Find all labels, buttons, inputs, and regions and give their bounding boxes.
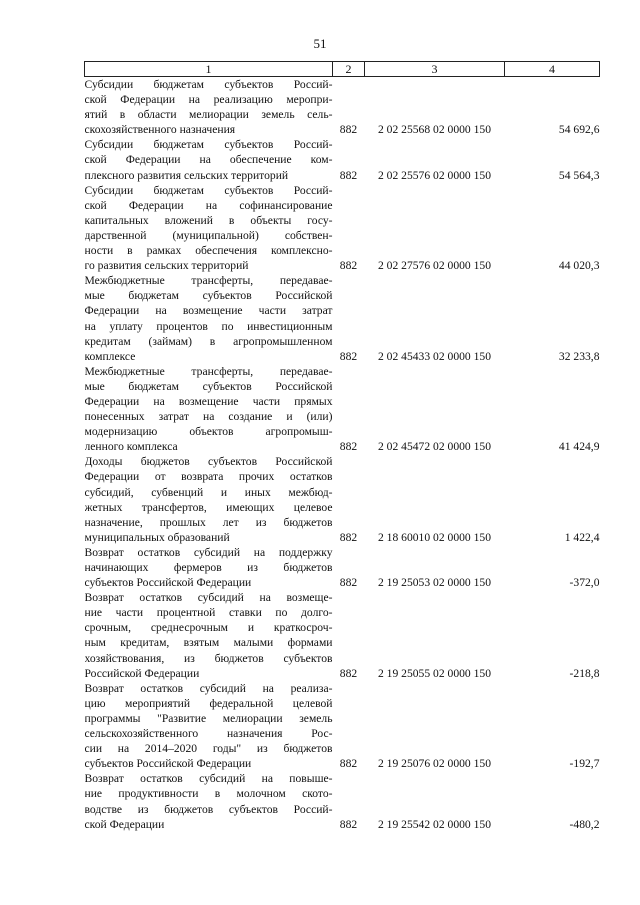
- row-budget-classification-code: 2 02 25568 02 0000 150: [377, 123, 492, 137]
- description-line: понесенных затрат на создание и (или): [84, 410, 333, 424]
- description-line: Федерации от возврата прочих остатков: [84, 470, 333, 484]
- description-line: Субсидии бюджетам субъектов Россий-: [84, 138, 333, 152]
- row-admin-code: 882: [339, 576, 358, 590]
- header-row: [85, 62, 600, 77]
- row-admin-code: 882: [339, 530, 358, 544]
- row-admin-code: 882: [339, 123, 358, 137]
- row-budget-classification-code: 2 19 25076 02 0000 150: [377, 757, 492, 771]
- description-line: Возврат остатков субсидий на возмеще-: [84, 591, 333, 605]
- description-line: комплексе: [84, 349, 136, 363]
- row-budget-classification-code: 2 18 60010 02 0000 150: [377, 530, 492, 544]
- row-description: [85, 77, 333, 138]
- description-line: водстве из бюджетов субъектов Россий-: [84, 802, 333, 816]
- description-line: дарственной (муниципальной) собствен-: [84, 228, 333, 242]
- description-line: Доходы бюджетов субъектов Российской: [84, 455, 333, 469]
- description-line: субсидий, субвенций и иных межбюд-: [84, 485, 333, 499]
- description-line: хозяйствования, из бюджетов субъектов: [84, 651, 333, 665]
- row-admin-code: 882: [339, 817, 358, 831]
- description-line: мые бюджетам субъектов Российской: [84, 289, 333, 303]
- description-line: го развития сельских территорий: [84, 259, 249, 273]
- description-line: срочным, среднесрочным и краткосроч-: [84, 621, 333, 635]
- row-amount: -192,7: [569, 757, 600, 771]
- description-line: муниципальных образований: [84, 530, 230, 544]
- description-line: ятий в области мелиорации земель сель-: [84, 108, 333, 122]
- row-amount: 41 424,9: [558, 440, 600, 454]
- description-line: ным кредитам, взятым малыми формами: [84, 636, 333, 650]
- description-line: модернизацию объектов агропромыш-: [84, 425, 333, 439]
- row-description: [85, 137, 333, 182]
- description-line: кредитам (займам) в агропромышленном: [84, 334, 333, 348]
- budget-table: [84, 61, 600, 832]
- description-line: Федерации на возмещение части затрат: [84, 304, 333, 318]
- description-line: цию мероприятий федеральной целевой: [84, 696, 333, 710]
- row-amount: -372,0: [569, 576, 600, 590]
- description-line: субъектов Российской Федерации: [84, 576, 252, 590]
- table-row: [85, 681, 600, 772]
- table-header: [85, 62, 600, 77]
- description-line: Федерации на возмещение части прямых: [84, 394, 333, 408]
- row-amount: -218,8: [569, 666, 600, 680]
- row-budget-classification-code: 2 19 25055 02 0000 150: [377, 666, 492, 680]
- row-description: [85, 771, 333, 831]
- header-col-2: 2: [333, 62, 365, 77]
- table-row: [85, 77, 600, 138]
- row-budget-classification-code: 2 02 25576 02 0000 150: [377, 168, 492, 182]
- description-line: Возврат остатков субсидий на повыше-: [84, 772, 333, 786]
- description-line: Российской Федерации: [84, 666, 200, 680]
- row-budget-classification-code: 2 19 25053 02 0000 150: [377, 576, 492, 590]
- row-admin-code: 882: [339, 666, 358, 680]
- description-line: сельскохозяйственного назначения Рос-: [84, 727, 333, 741]
- description-line: ской Федерации на реализацию меропри-: [84, 93, 333, 107]
- row-budget-classification-code: 2 19 25542 02 0000 150: [377, 817, 492, 831]
- description-line: Межбюджетные трансферты, передавае-: [84, 364, 333, 378]
- description-line: субъектов Российской Федерации: [84, 757, 252, 771]
- table-row: [85, 771, 600, 831]
- row-description: [85, 545, 333, 590]
- row-admin-code: 882: [339, 349, 358, 363]
- row-description: [85, 273, 333, 364]
- description-line: ской Федерации: [84, 817, 165, 831]
- description-line: программы "Развитие мелиорации земель: [84, 711, 333, 725]
- header-col-1: 1: [85, 62, 333, 77]
- description-line: скохозяйственного назначения: [84, 123, 236, 137]
- description-line: плексного развития сельских территорий: [84, 168, 289, 182]
- table-row: [85, 545, 600, 590]
- row-admin-code: 882: [339, 168, 358, 182]
- description-line: ние продуктивности в молочном ското-: [84, 787, 333, 801]
- row-budget-classification-code: 2 02 45433 02 0000 150: [377, 349, 492, 363]
- description-line: мые бюджетам субъектов Российской: [84, 379, 333, 393]
- description-line: Межбюджетные трансферты, передавае-: [84, 274, 333, 288]
- table-row: [85, 364, 600, 455]
- table-row: [85, 183, 600, 274]
- row-description: [85, 590, 333, 681]
- table-row: [85, 273, 600, 364]
- header-col-4: 4: [505, 62, 600, 77]
- row-amount: 54 692,6: [558, 123, 600, 137]
- page-number: 51: [313, 36, 327, 51]
- description-line: ской Федерации на софинансирование: [84, 198, 333, 212]
- table-row: [85, 137, 600, 182]
- description-line: Возврат остатков субсидий на реализа-: [84, 681, 333, 695]
- description-line: начинающих фермеров из бюджетов: [84, 561, 333, 574]
- row-description: [85, 681, 333, 772]
- description-line: ние части процентной ставки по долго-: [84, 606, 333, 620]
- description-line: ской Федерации на обеспечение ком-: [84, 153, 333, 167]
- row-description: [85, 183, 333, 274]
- description-line: на уплату процентов по инвестиционным: [84, 319, 333, 333]
- description-line: жетных трансфертов, имеющих целевое: [84, 500, 333, 514]
- row-budget-classification-code: 2 02 45472 02 0000 150: [377, 440, 492, 454]
- row-admin-code: 882: [339, 259, 358, 273]
- description-line: назначение, прошлых лет из бюджетов: [84, 515, 333, 529]
- row-admin-code: 882: [339, 440, 358, 454]
- table-row: [85, 590, 600, 681]
- table-body: [85, 77, 600, 832]
- row-amount: 1 422,4: [564, 530, 600, 544]
- row-amount: 32 233,8: [558, 349, 600, 363]
- table-row: [85, 454, 600, 545]
- description-line: ленного комплекса: [84, 440, 178, 454]
- description-line: Субсидии бюджетам субъектов Россий-: [84, 78, 333, 91]
- row-amount: -480,2: [569, 817, 600, 831]
- row-budget-classification-code: 2 02 27576 02 0000 150: [377, 259, 492, 273]
- description-line: Возврат остатков субсидий на поддержку: [84, 545, 333, 559]
- description-line: Субсидии бюджетам субъектов Россий-: [84, 183, 333, 197]
- row-description: [85, 364, 333, 455]
- description-line: ности в рамках обеспечения комплексно-: [84, 244, 333, 258]
- header-col-3: 3: [365, 62, 505, 77]
- description-line: сии на 2014–2020 годы" из бюджетов: [84, 742, 333, 756]
- row-amount: 44 020,3: [558, 259, 600, 273]
- description-line: капитальных вложений в объекты госу-: [84, 213, 333, 227]
- row-description: [85, 454, 333, 545]
- row-amount: 54 564,3: [558, 168, 600, 182]
- row-admin-code: 882: [339, 757, 358, 771]
